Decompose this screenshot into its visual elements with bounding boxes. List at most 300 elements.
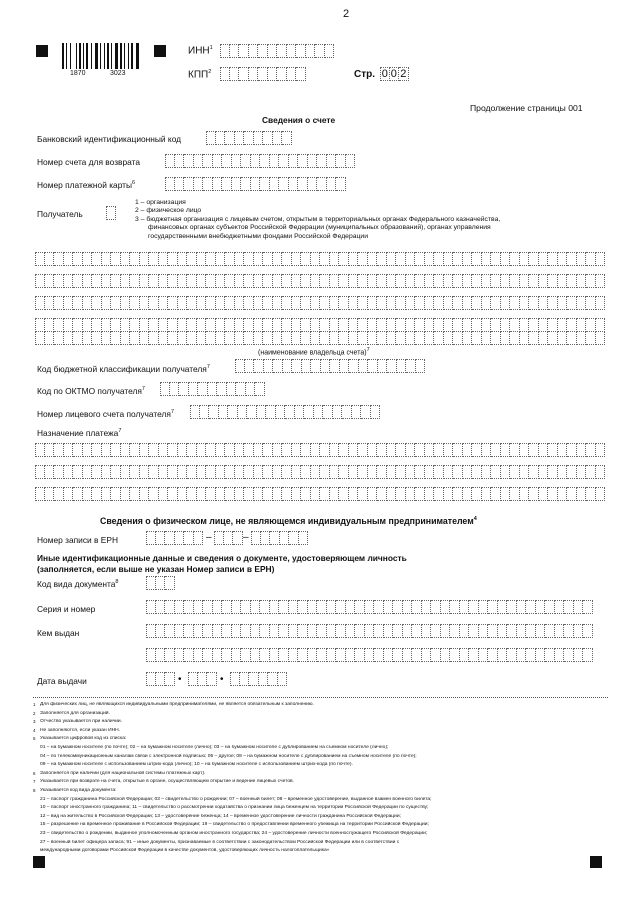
ern-field-part-3[interactable] — [251, 531, 308, 545]
input-cell[interactable] — [314, 405, 324, 419]
input-cell[interactable] — [130, 443, 140, 457]
input-cell[interactable] — [441, 624, 451, 638]
input-cell[interactable] — [536, 600, 546, 614]
input-cell[interactable] — [529, 252, 539, 266]
input-cell[interactable] — [355, 624, 365, 638]
input-cell[interactable] — [539, 274, 549, 288]
input-cell[interactable] — [368, 331, 378, 345]
input-cell[interactable] — [482, 252, 492, 266]
input-cell[interactable] — [292, 331, 302, 345]
input-cell[interactable] — [235, 359, 245, 373]
input-cell[interactable] — [434, 274, 444, 288]
input-cell[interactable] — [159, 465, 169, 479]
input-cell[interactable] — [536, 648, 546, 662]
input-cell[interactable] — [282, 443, 292, 457]
input-cell[interactable] — [548, 274, 558, 288]
input-cell[interactable] — [311, 487, 321, 501]
input-cell[interactable] — [251, 624, 261, 638]
input-cell[interactable] — [304, 405, 314, 419]
input-cell[interactable] — [279, 648, 289, 662]
input-cell[interactable] — [434, 318, 444, 332]
input-cell[interactable] — [146, 624, 156, 638]
input-cell[interactable] — [529, 274, 539, 288]
input-cell[interactable] — [282, 465, 292, 479]
input-cell[interactable] — [491, 443, 501, 457]
input-cell[interactable] — [216, 252, 226, 266]
input-cell[interactable] — [510, 443, 520, 457]
input-cell[interactable] — [472, 487, 482, 501]
input-cell[interactable] — [278, 672, 288, 686]
input-cell[interactable] — [330, 318, 340, 332]
input-cell[interactable] — [558, 465, 568, 479]
input-cell[interactable] — [121, 318, 131, 332]
input-cell[interactable] — [73, 331, 83, 345]
input-cell[interactable] — [377, 296, 387, 310]
input-cell[interactable] — [539, 465, 549, 479]
input-cell[interactable] — [415, 252, 425, 266]
input-cell[interactable] — [194, 600, 204, 614]
input-cell[interactable] — [526, 624, 536, 638]
input-cell[interactable] — [317, 154, 327, 168]
input-cell[interactable] — [64, 318, 74, 332]
input-cell[interactable] — [368, 252, 378, 266]
input-cell[interactable] — [415, 318, 425, 332]
input-cell[interactable] — [184, 177, 194, 191]
input-cell[interactable] — [149, 443, 159, 457]
input-cell[interactable] — [320, 487, 330, 501]
input-cell[interactable] — [317, 648, 327, 662]
input-cell[interactable] — [287, 44, 297, 58]
input-cell[interactable] — [216, 487, 226, 501]
input-cell[interactable] — [168, 274, 178, 288]
input-cell[interactable] — [384, 648, 394, 662]
input-cell[interactable] — [460, 648, 470, 662]
input-cell[interactable] — [197, 465, 207, 479]
input-cell[interactable] — [184, 624, 194, 638]
input-cell[interactable] — [54, 274, 64, 288]
input-cell[interactable] — [244, 443, 254, 457]
input-cell[interactable] — [361, 405, 371, 419]
input-cell[interactable] — [472, 465, 482, 479]
input-cell[interactable] — [225, 487, 235, 501]
input-cell[interactable] — [336, 624, 346, 638]
input-cell[interactable] — [111, 443, 121, 457]
input-cell[interactable] — [165, 600, 175, 614]
input-cell[interactable] — [140, 331, 150, 345]
input-cell[interactable] — [596, 318, 606, 332]
input-cell[interactable] — [175, 648, 185, 662]
input-cell[interactable] — [187, 487, 197, 501]
input-cell[interactable] — [197, 443, 207, 457]
input-cell[interactable] — [222, 177, 232, 191]
input-cell[interactable] — [45, 274, 55, 288]
input-cell[interactable] — [289, 648, 299, 662]
input-cell[interactable] — [283, 359, 293, 373]
input-cell[interactable] — [482, 487, 492, 501]
input-cell[interactable] — [165, 576, 175, 590]
input-cell[interactable] — [64, 331, 74, 345]
input-cell[interactable] — [244, 465, 254, 479]
input-cell[interactable] — [254, 252, 264, 266]
input-cell[interactable] — [377, 443, 387, 457]
input-cell[interactable] — [434, 252, 444, 266]
input-cell[interactable] — [130, 252, 140, 266]
input-cell[interactable] — [558, 331, 568, 345]
input-cell[interactable] — [254, 465, 264, 479]
input-cell[interactable] — [254, 331, 264, 345]
input-cell[interactable] — [168, 465, 178, 479]
input-cell[interactable] — [387, 252, 397, 266]
input-cell[interactable] — [352, 405, 362, 419]
input-cell[interactable] — [111, 296, 121, 310]
input-cell[interactable] — [254, 131, 264, 145]
input-cell[interactable] — [156, 576, 166, 590]
input-cell[interactable] — [548, 443, 558, 457]
input-cell[interactable] — [258, 44, 268, 58]
input-cell[interactable] — [263, 296, 273, 310]
input-cell[interactable] — [235, 318, 245, 332]
input-cell[interactable] — [188, 672, 198, 686]
input-cell[interactable] — [358, 487, 368, 501]
input-cell[interactable] — [323, 405, 333, 419]
input-cell[interactable] — [545, 648, 555, 662]
input-cell[interactable] — [261, 531, 271, 545]
input-cell[interactable] — [273, 443, 283, 457]
input-cell[interactable] — [298, 624, 308, 638]
input-cell[interactable] — [282, 318, 292, 332]
input-cell[interactable] — [92, 296, 102, 310]
input-cell[interactable] — [225, 252, 235, 266]
input-cell[interactable] — [425, 443, 435, 457]
input-cell[interactable] — [406, 252, 416, 266]
input-cell[interactable] — [422, 624, 432, 638]
input-cell[interactable] — [111, 252, 121, 266]
input-cell[interactable] — [406, 487, 416, 501]
input-cell[interactable] — [444, 487, 454, 501]
input-cell[interactable] — [510, 465, 520, 479]
input-cell[interactable] — [289, 177, 299, 191]
input-cell[interactable] — [393, 648, 403, 662]
input-cell[interactable] — [450, 624, 460, 638]
input-cell[interactable] — [301, 331, 311, 345]
input-cell[interactable] — [213, 600, 223, 614]
input-cell[interactable] — [358, 252, 368, 266]
input-cell[interactable] — [333, 405, 343, 419]
input-cell[interactable] — [472, 331, 482, 345]
input-cell[interactable] — [187, 318, 197, 332]
input-cell[interactable] — [349, 465, 359, 479]
input-cell[interactable] — [249, 672, 259, 686]
input-cell[interactable] — [190, 405, 200, 419]
input-cell[interactable] — [54, 465, 64, 479]
input-cell[interactable] — [339, 443, 349, 457]
owner-name-row[interactable] — [35, 318, 605, 332]
input-cell[interactable] — [358, 443, 368, 457]
input-cell[interactable] — [574, 600, 584, 614]
input-cell[interactable] — [368, 443, 378, 457]
input-cell[interactable] — [548, 487, 558, 501]
input-cell[interactable] — [349, 318, 359, 332]
input-cell[interactable] — [273, 331, 283, 345]
input-cell[interactable] — [336, 648, 346, 662]
input-cell[interactable] — [539, 331, 549, 345]
input-cell[interactable] — [311, 359, 321, 373]
input-cell[interactable] — [178, 296, 188, 310]
input-cell[interactable] — [251, 600, 261, 614]
input-cell[interactable] — [463, 465, 473, 479]
account-number-field[interactable] — [165, 154, 355, 168]
input-cell[interactable] — [187, 465, 197, 479]
input-cell[interactable] — [567, 443, 577, 457]
input-cell[interactable] — [596, 465, 606, 479]
owner-name-row[interactable] — [35, 274, 605, 288]
input-cell[interactable] — [330, 252, 340, 266]
input-cell[interactable] — [159, 296, 169, 310]
input-cell[interactable] — [444, 252, 454, 266]
input-cell[interactable] — [403, 600, 413, 614]
input-cell[interactable] — [241, 624, 251, 638]
input-cell[interactable] — [279, 177, 289, 191]
input-cell[interactable] — [222, 600, 232, 614]
input-cell[interactable] — [285, 405, 295, 419]
input-cell[interactable] — [539, 487, 549, 501]
input-cell[interactable] — [583, 600, 593, 614]
input-cell[interactable] — [311, 465, 321, 479]
input-cell[interactable] — [558, 443, 568, 457]
input-cell[interactable] — [526, 648, 536, 662]
input-cell[interactable] — [336, 177, 346, 191]
input-cell[interactable] — [168, 252, 178, 266]
input-cell[interactable] — [106, 206, 116, 220]
input-cell[interactable] — [393, 600, 403, 614]
input-cell[interactable] — [73, 443, 83, 457]
input-cell[interactable] — [520, 252, 530, 266]
ern-field-part-2[interactable] — [214, 531, 243, 545]
input-cell[interactable] — [387, 443, 397, 457]
input-cell[interactable] — [244, 331, 254, 345]
input-cell[interactable] — [232, 177, 242, 191]
input-cell[interactable] — [378, 359, 388, 373]
input-cell[interactable] — [583, 624, 593, 638]
input-cell[interactable] — [216, 296, 226, 310]
input-cell[interactable] — [225, 296, 235, 310]
input-cell[interactable] — [273, 131, 283, 145]
input-cell[interactable] — [317, 177, 327, 191]
input-cell[interactable] — [548, 296, 558, 310]
input-cell[interactable] — [92, 331, 102, 345]
input-cell[interactable] — [460, 600, 470, 614]
input-cell[interactable] — [311, 274, 321, 288]
input-cell[interactable] — [206, 296, 216, 310]
input-cell[interactable] — [358, 274, 368, 288]
input-cell[interactable] — [387, 331, 397, 345]
input-cell[interactable] — [422, 600, 432, 614]
input-cell[interactable] — [406, 331, 416, 345]
input-cell[interactable] — [339, 465, 349, 479]
input-cell[interactable] — [270, 154, 280, 168]
input-cell[interactable] — [149, 318, 159, 332]
input-cell[interactable] — [434, 487, 444, 501]
input-cell[interactable] — [308, 600, 318, 614]
input-cell[interactable] — [35, 318, 45, 332]
input-cell[interactable] — [431, 648, 441, 662]
input-cell[interactable] — [260, 177, 270, 191]
input-cell[interactable] — [102, 487, 112, 501]
input-cell[interactable] — [270, 600, 280, 614]
input-cell[interactable] — [586, 252, 596, 266]
input-cell[interactable] — [444, 296, 454, 310]
input-cell[interactable] — [156, 600, 166, 614]
input-cell[interactable] — [539, 318, 549, 332]
input-cell[interactable] — [548, 331, 558, 345]
input-cell[interactable] — [577, 252, 587, 266]
input-cell[interactable] — [517, 648, 527, 662]
input-cell[interactable] — [282, 274, 292, 288]
input-cell[interactable] — [187, 443, 197, 457]
input-cell[interactable] — [453, 443, 463, 457]
input-cell[interactable] — [238, 405, 248, 419]
input-cell[interactable] — [92, 252, 102, 266]
input-cell[interactable] — [130, 331, 140, 345]
input-cell[interactable] — [146, 576, 156, 590]
bik-field[interactable] — [206, 131, 292, 145]
input-cell[interactable] — [510, 331, 520, 345]
input-cell[interactable] — [289, 531, 299, 545]
input-cell[interactable] — [520, 274, 530, 288]
input-cell[interactable] — [235, 443, 245, 457]
input-cell[interactable] — [45, 443, 55, 457]
input-cell[interactable] — [251, 648, 261, 662]
input-cell[interactable] — [159, 487, 169, 501]
input-cell[interactable] — [175, 600, 185, 614]
input-cell[interactable] — [412, 648, 422, 662]
input-cell[interactable] — [450, 648, 460, 662]
input-cell[interactable] — [54, 252, 64, 266]
input-cell[interactable] — [358, 318, 368, 332]
input-cell[interactable] — [178, 331, 188, 345]
inn-field[interactable] — [220, 44, 334, 58]
input-cell[interactable] — [282, 131, 292, 145]
input-cell[interactable] — [425, 274, 435, 288]
input-cell[interactable] — [577, 296, 587, 310]
input-cell[interactable] — [365, 648, 375, 662]
input-cell[interactable] — [260, 624, 270, 638]
input-cell[interactable] — [349, 252, 359, 266]
input-cell[interactable] — [254, 443, 264, 457]
input-cell[interactable] — [330, 487, 340, 501]
input-cell[interactable] — [396, 487, 406, 501]
input-cell[interactable] — [349, 359, 359, 373]
input-cell[interactable] — [374, 624, 384, 638]
input-cell[interactable] — [235, 274, 245, 288]
input-cell[interactable] — [358, 331, 368, 345]
input-cell[interactable] — [320, 252, 330, 266]
input-cell[interactable] — [368, 274, 378, 288]
input-cell[interactable] — [168, 443, 178, 457]
oktmo-field[interactable] — [160, 382, 265, 396]
input-cell[interactable] — [472, 296, 482, 310]
input-cell[interactable] — [187, 252, 197, 266]
input-cell[interactable] — [472, 318, 482, 332]
input-cell[interactable] — [491, 465, 501, 479]
input-cell[interactable] — [225, 274, 235, 288]
input-cell[interactable] — [302, 359, 312, 373]
document-code-field[interactable] — [146, 576, 175, 590]
input-cell[interactable] — [292, 359, 302, 373]
input-cell[interactable] — [387, 318, 397, 332]
series-number-field[interactable] — [146, 600, 593, 614]
input-cell[interactable] — [244, 487, 254, 501]
input-cell[interactable] — [564, 624, 574, 638]
input-cell[interactable] — [83, 331, 93, 345]
input-cell[interactable] — [156, 648, 166, 662]
input-cell[interactable] — [230, 67, 240, 81]
input-cell[interactable] — [498, 624, 508, 638]
input-cell[interactable] — [206, 318, 216, 332]
input-cell[interactable] — [501, 443, 511, 457]
input-cell[interactable] — [156, 672, 166, 686]
input-cell[interactable] — [339, 296, 349, 310]
input-cell[interactable] — [387, 487, 397, 501]
input-cell[interactable] — [349, 443, 359, 457]
input-cell[interactable] — [308, 154, 318, 168]
input-cell[interactable] — [159, 274, 169, 288]
input-cell[interactable] — [555, 648, 565, 662]
input-cell[interactable] — [574, 624, 584, 638]
input-cell[interactable] — [244, 318, 254, 332]
input-cell[interactable] — [320, 318, 330, 332]
issued-by-row[interactable] — [146, 624, 593, 638]
input-cell[interactable] — [282, 296, 292, 310]
input-cell[interactable] — [365, 624, 375, 638]
input-cell[interactable] — [216, 274, 226, 288]
input-cell[interactable] — [463, 296, 473, 310]
input-cell[interactable] — [194, 531, 204, 545]
recipient-type-field[interactable] — [106, 206, 116, 220]
input-cell[interactable] — [574, 648, 584, 662]
input-cell[interactable] — [517, 624, 527, 638]
input-cell[interactable] — [232, 624, 242, 638]
input-cell[interactable] — [396, 443, 406, 457]
input-cell[interactable] — [299, 531, 309, 545]
input-cell[interactable] — [102, 296, 112, 310]
input-cell[interactable] — [463, 487, 473, 501]
input-cell[interactable] — [415, 465, 425, 479]
input-cell[interactable] — [327, 600, 337, 614]
input-cell[interactable] — [241, 648, 251, 662]
input-cell[interactable] — [529, 487, 539, 501]
input-cell[interactable] — [140, 274, 150, 288]
input-cell[interactable] — [225, 131, 235, 145]
input-cell[interactable] — [92, 274, 102, 288]
input-cell[interactable] — [301, 318, 311, 332]
input-cell[interactable] — [586, 331, 596, 345]
input-cell[interactable] — [73, 274, 83, 288]
input-cell[interactable] — [276, 405, 286, 419]
input-cell[interactable] — [187, 274, 197, 288]
input-cell[interactable] — [368, 359, 378, 373]
input-cell[interactable] — [159, 252, 169, 266]
input-cell[interactable] — [203, 177, 213, 191]
input-cell[interactable] — [178, 465, 188, 479]
input-cell[interactable] — [469, 648, 479, 662]
input-cell[interactable] — [270, 624, 280, 638]
input-cell[interactable] — [184, 154, 194, 168]
input-cell[interactable] — [586, 296, 596, 310]
input-cell[interactable] — [102, 252, 112, 266]
input-cell[interactable] — [168, 318, 178, 332]
issued-by-row[interactable] — [146, 648, 593, 662]
